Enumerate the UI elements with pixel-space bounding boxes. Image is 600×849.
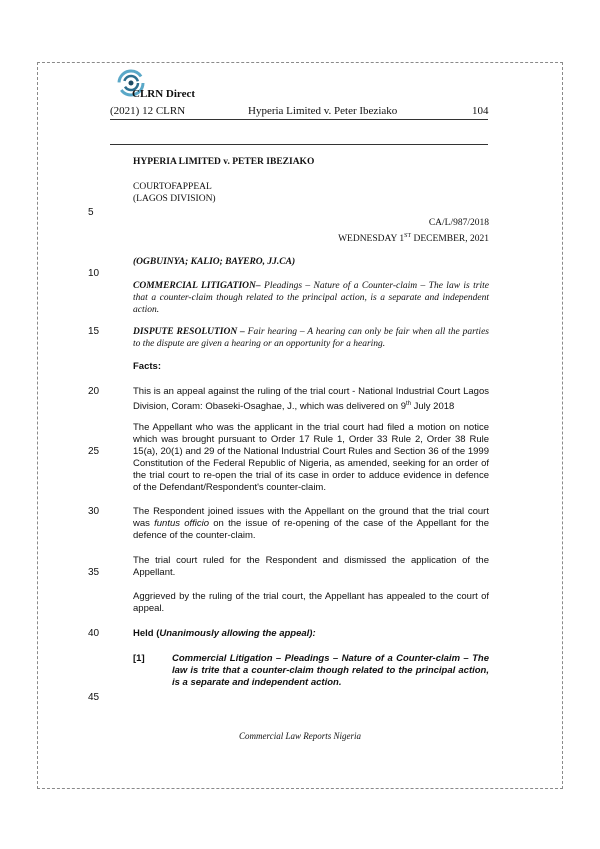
header-citation: (2021) 12 CLRN	[110, 105, 186, 117]
header-case-short: Hyperia Limited v. Peter Ibeziako	[248, 105, 398, 117]
court-division: (LAGOS DIVISION)	[133, 194, 216, 204]
line-number: 45	[88, 692, 100, 703]
line-number: 10	[88, 268, 100, 279]
held-item-text: Commercial Litigation – Pleadings – Nature of a Counter-claim – The law is trite that a counter-claim though related to the principal action, is a separate and independent action.	[172, 653, 489, 688]
facts-paragraph-3: The Respondent joined issues with the Appellant on the ground that the trial court was funtus officio on the issue of re-opening of the case of the Appellant for the defence of the counter-claim.	[133, 506, 489, 541]
case-start-rule	[110, 144, 488, 145]
catchword-commercial: COMMERCIAL LITIGATION– Pleadings – Nature of a Counter-claim – The law is trite that a counter-claim though related to the principal action, is a separate and independent action.	[133, 281, 489, 315]
brand-name: CLRN Direct	[132, 88, 196, 100]
coram: (OGBUINYA; KALIO; BAYERO, JJ.CA)	[133, 257, 296, 267]
judgment-date: WEDNESDAY 1ST DECEMBER, 2021	[338, 233, 489, 245]
line-number: 35	[88, 567, 100, 578]
line-number: 40	[88, 628, 100, 639]
suit-number: CA/L/987/2018	[428, 218, 489, 228]
court-name: COURTOFAPPEAL	[133, 182, 212, 192]
line-number: 20	[88, 386, 100, 397]
facts-heading: Facts:	[133, 361, 161, 372]
facts-paragraph-2: The Appellant who was the applicant in the trial court had filed a motion on notice which was brought pursuant to Order 17 Rule 1, Order 33 Rule 2, Order 38 Rule 15(a), 20(1) and 29 of the National Industrial Court Rules and Section 36 of the 1999 Constitution of the Federal Republic of Nigeria, as amended, seeking for an order of the trial court to re-open the trial of its case in order to adduce evidence in defence of the Defendant/Respondent's counter-claim.	[133, 422, 489, 493]
line-number: 5	[88, 207, 94, 218]
held-heading: Held (Unanimously allowing the appeal):	[133, 628, 316, 639]
facts-paragraph-4: The trial court ruled for the Respondent and dismissed the application of the Appellant.	[133, 555, 489, 578]
catchword-dispute: DISPUTE RESOLUTION – Fair hearing – A hearing can only be fair when all the parties to the dispute are given a hearing or an opportunity for a hearing.	[133, 327, 489, 349]
line-number: 25	[88, 446, 100, 457]
facts-paragraph-1: This is an appeal against the ruling of the trial court - National Industrial Court Lagos Division, Coram: Obaseki-Osaghae, J., which was delivered on 9th July 2018	[133, 386, 489, 413]
page-footer: Commercial Law Reports Nigeria	[239, 731, 361, 741]
line-number: 30	[88, 506, 100, 517]
facts-paragraph-5: Aggrieved by the ruling of the trial court, the Appellant has appealed to the court of appeal.	[133, 591, 489, 614]
case-title: HYPERIA LIMITED v. PETER IBEZIAKO	[133, 157, 315, 167]
header-rule	[110, 119, 488, 120]
line-number: 15	[88, 326, 100, 337]
held-item-number: [1]	[133, 653, 145, 664]
header-page-number: 104	[472, 105, 489, 117]
